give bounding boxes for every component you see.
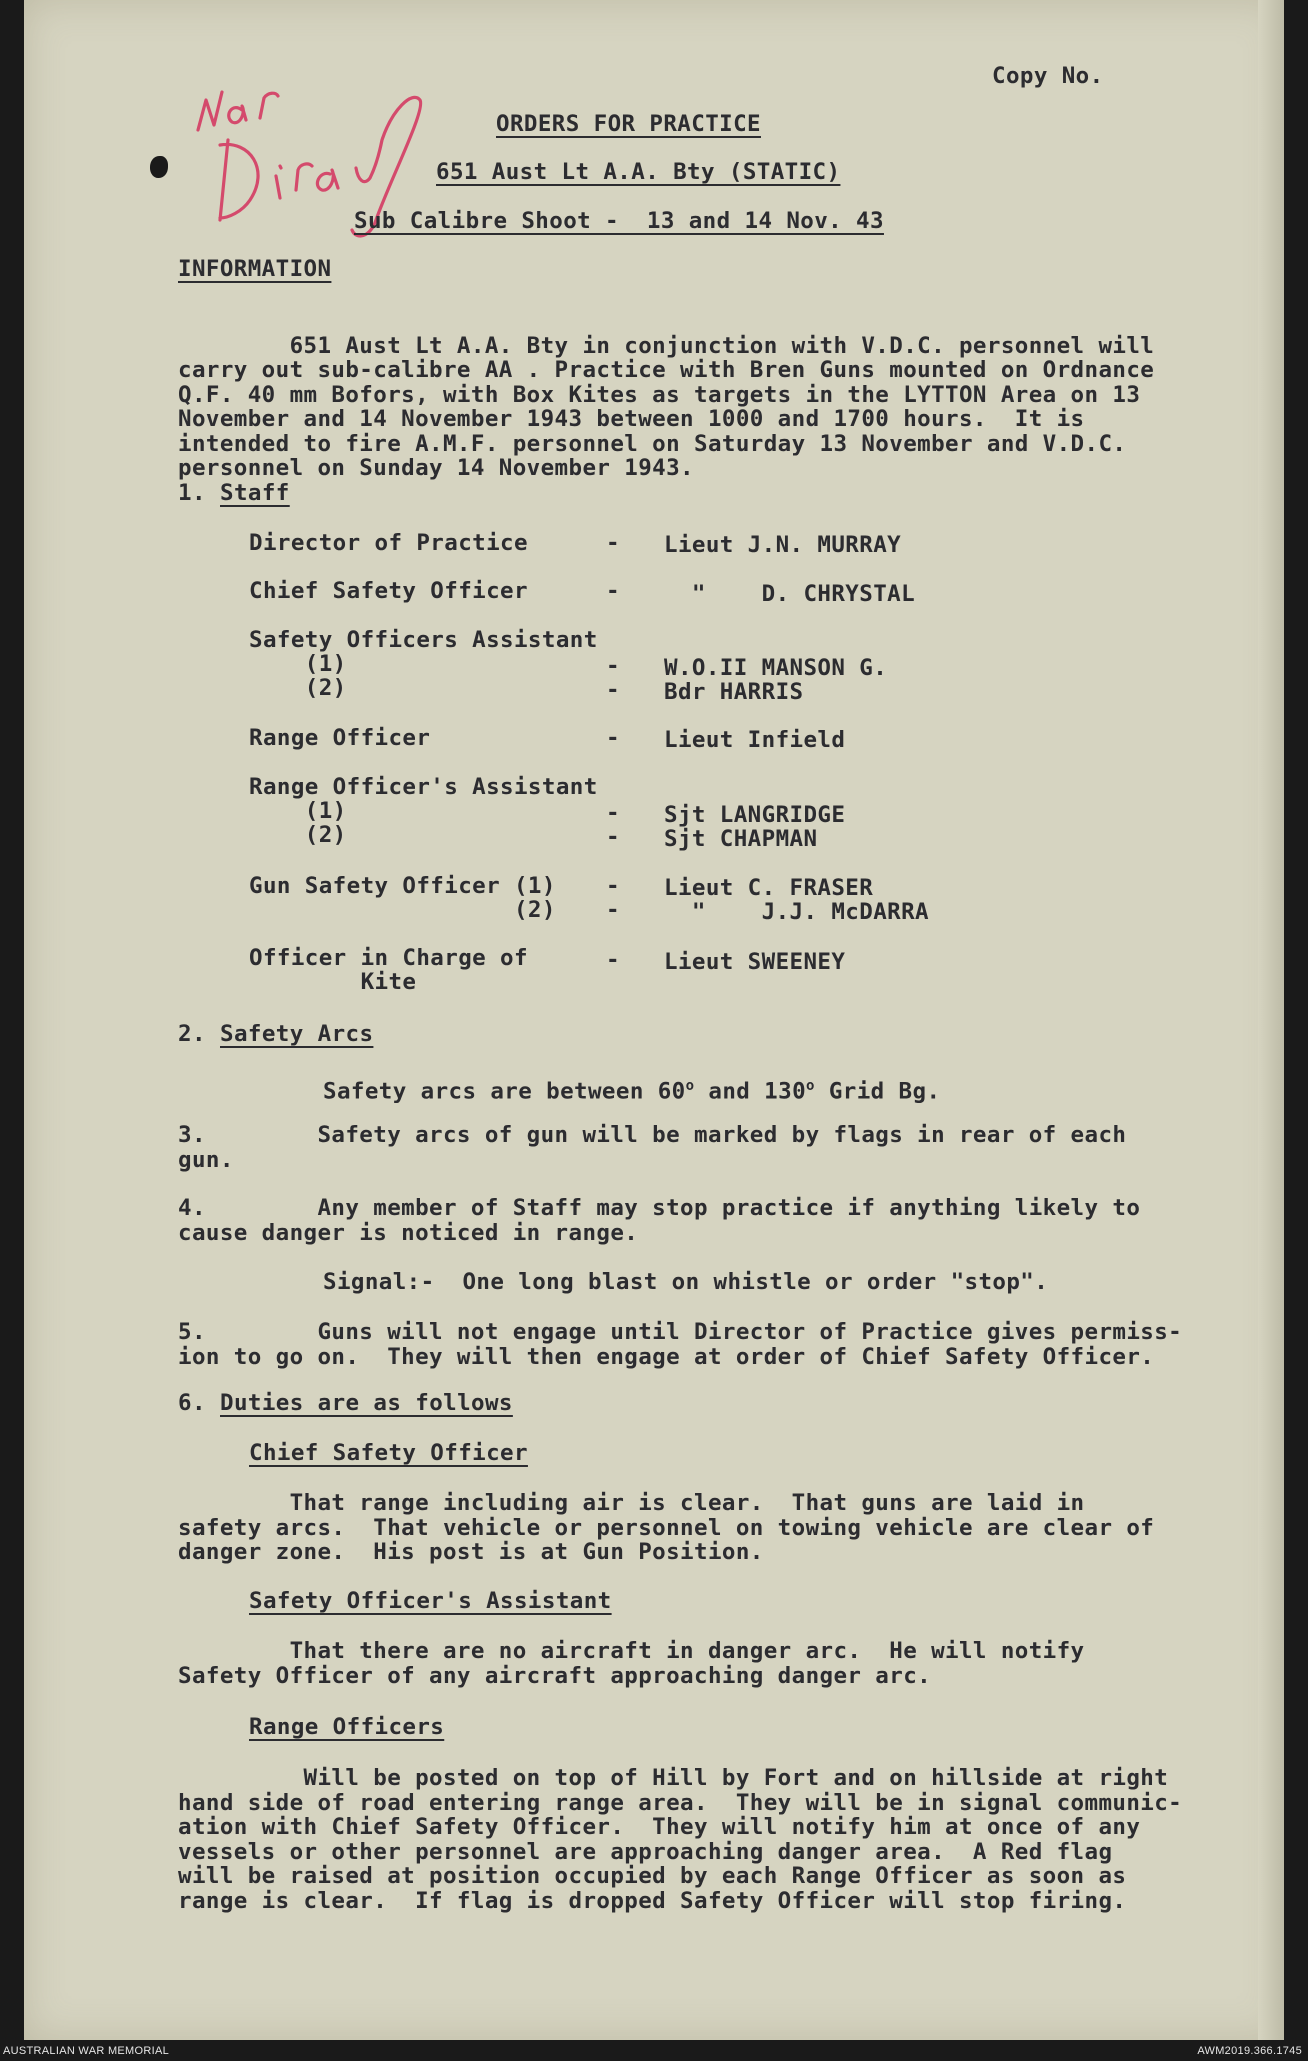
duties-number: 6. <box>178 1390 206 1416</box>
paragraph-4 <box>178 1196 1140 1245</box>
staff-dash: - <box>606 873 620 899</box>
paragraph-line: 4. Any member of Staff may stop practice if anything likely to <box>178 1195 1141 1221</box>
paragraph-line: cause danger is noticed in range. <box>178 1219 639 1246</box>
staff-name: Bdr HARRIS <box>664 679 804 705</box>
staff-name: Sjt CHAPMAN <box>664 826 818 852</box>
staff-name: Lieut J.N. MURRAY <box>664 532 902 558</box>
paragraph-line: That there are no aircraft in danger arc. He will notify <box>178 1638 1085 1664</box>
paragraph-line: hand side of road entering range area. They will be in signal communic- <box>178 1789 1183 1816</box>
staff-dash: - <box>606 824 620 850</box>
staff-role: (1) <box>249 798 347 824</box>
staff-role: Safety Officers Assistant <box>249 627 598 653</box>
information-paragraph <box>178 309 1154 505</box>
staff-role: Officer in Charge of <box>249 945 528 971</box>
chief-safety-officer-heading: Chief Safety Officer <box>249 1440 528 1466</box>
staff-role: Range Officer <box>249 725 431 751</box>
paragraph-line: danger zone. His post is at Gun Position. <box>178 1539 764 1565</box>
staff-number: 1. <box>178 480 206 506</box>
information-line: 651 Aust Lt A.A. Bty in conjunction with V.D.C. personnel will <box>178 332 1155 359</box>
staff-role: Director of Practice <box>249 530 528 556</box>
staff-name: Sjt LANGRIDGE <box>664 802 846 828</box>
staff-name: " D. CHRYSTAL <box>664 581 916 607</box>
duties-heading: Duties are as follows <box>220 1390 513 1416</box>
range-officers-duties <box>178 1766 1182 1913</box>
paragraph-line: Safety Officer of any aircraft approaching danger arc. <box>178 1662 932 1689</box>
paragraph-line: gun. <box>178 1146 234 1173</box>
safety-officer-assistant-duties <box>178 1639 1085 1688</box>
staff-heading: Staff <box>220 480 290 506</box>
information-line: November and 14 November 1943 between 1000 and 1700 hours. It is <box>178 406 1085 432</box>
copy-number-label: Copy No. <box>992 63 1104 89</box>
paragraph-line: will be raised at position occupied by each Range Officer as soon as <box>178 1863 1127 1889</box>
signal-line: Signal:- One long blast on whistle or order "stop". <box>323 1269 1049 1295</box>
safety-arcs-heading: Safety Arcs <box>220 1021 374 1047</box>
arc-text-middle: and 130 <box>694 1078 807 1105</box>
staff-role: Kite <box>249 969 417 995</box>
arc-text-start: Safety arcs are between 60 <box>323 1078 686 1105</box>
staff-dash: - <box>606 897 620 923</box>
arc-text-end: Grid Bg. <box>814 1078 941 1105</box>
paragraph-line: 5. Guns will not engage until Director of Practice gives permiss- <box>178 1319 1183 1345</box>
staff-dash: - <box>606 947 620 973</box>
paragraph-line: vessels or other personnel are approaching danger area. A Red flag <box>178 1838 1113 1865</box>
document-title: ORDERS FOR PRACTICE <box>496 111 761 137</box>
staff-role: (2) <box>249 897 556 923</box>
staff-name: Lieut C. FRASER <box>664 875 874 901</box>
punch-hole <box>150 156 168 178</box>
staff-name: W.O.II MANSON G. <box>664 655 888 681</box>
staff-dash: - <box>606 578 620 604</box>
footer-accession-number: AWM2019.366.1745 <box>1197 2045 1302 2057</box>
safety-officer-assistant-heading: Safety Officer's Assistant <box>249 1588 612 1614</box>
page-edge-shadow <box>1258 0 1284 2040</box>
shoot-subtitle: Sub Calibre Shoot - 13 and 14 Nov. 43 <box>354 208 884 234</box>
staff-name: " J.J. McDARRA <box>664 899 929 925</box>
staff-name: Lieut Infield <box>664 727 846 753</box>
paragraph-line: safety arcs. That vehicle or personnel on towing vehicle are clear of <box>178 1514 1155 1541</box>
information-line: personnel on Sunday 14 November 1943. <box>178 455 695 481</box>
staff-role: Chief Safety Officer <box>249 578 528 604</box>
degree-mark: o <box>685 1078 695 1094</box>
staff-dash: - <box>606 800 620 826</box>
staff-role: Range Officer's Assistant <box>249 774 598 800</box>
staff-role: (2) <box>249 675 347 701</box>
staff-role: Gun Safety Officer (1) <box>249 873 556 899</box>
staff-dash: - <box>606 677 620 703</box>
staff-dash: - <box>606 530 620 556</box>
range-officers-heading: Range Officers <box>249 1714 445 1740</box>
safety-arcs-number: 2. <box>178 1021 206 1047</box>
paragraph-line: Will be posted on top of Hill by Fort and on hillside at right <box>178 1765 1169 1791</box>
footer-institution: AUSTRALIAN WAR MEMORIAL <box>3 2045 170 2057</box>
staff-role: (1) <box>249 651 347 677</box>
staff-dash: - <box>606 653 620 679</box>
safety-arcs-line <box>323 1074 940 1104</box>
staff-dash: - <box>606 725 620 751</box>
paragraph-3 <box>178 1123 1126 1172</box>
information-line: Q.F. 40 mm Bofors, with Box Kites as targets in the LYTTON Area on 13 <box>178 381 1141 408</box>
paragraph-line: ation with Chief Safety Officer. They will notify him at once of any <box>178 1814 1141 1840</box>
paragraph-line: 3. Safety arcs of gun will be marked by flags in rear of each <box>178 1122 1127 1148</box>
information-line: carry out sub-calibre AA . Practice with Bren Guns mounted on Ordnance <box>178 357 1155 383</box>
document-page <box>24 0 1284 2040</box>
paragraph-line: ion to go on. They will then engage at order of Chief Safety Officer. <box>178 1343 1155 1370</box>
paragraph-line: range is clear. If flag is dropped Safety Officer will stop firing. <box>178 1887 1127 1914</box>
paragraph-5 <box>178 1320 1182 1369</box>
staff-name: Lieut SWEENEY <box>664 949 846 975</box>
staff-role: (2) <box>249 822 347 848</box>
chief-safety-officer-duties <box>178 1491 1154 1565</box>
information-heading: INFORMATION <box>178 256 332 282</box>
information-line: intended to fire A.M.F. personnel on Saturday 13 November and V.D.C. <box>178 430 1127 457</box>
degree-mark: o <box>806 1078 815 1094</box>
unit-name: 651 Aust Lt A.A. Bty (STATIC) <box>436 159 841 185</box>
paragraph-line: That range including air is clear. That guns are laid in <box>178 1490 1085 1516</box>
